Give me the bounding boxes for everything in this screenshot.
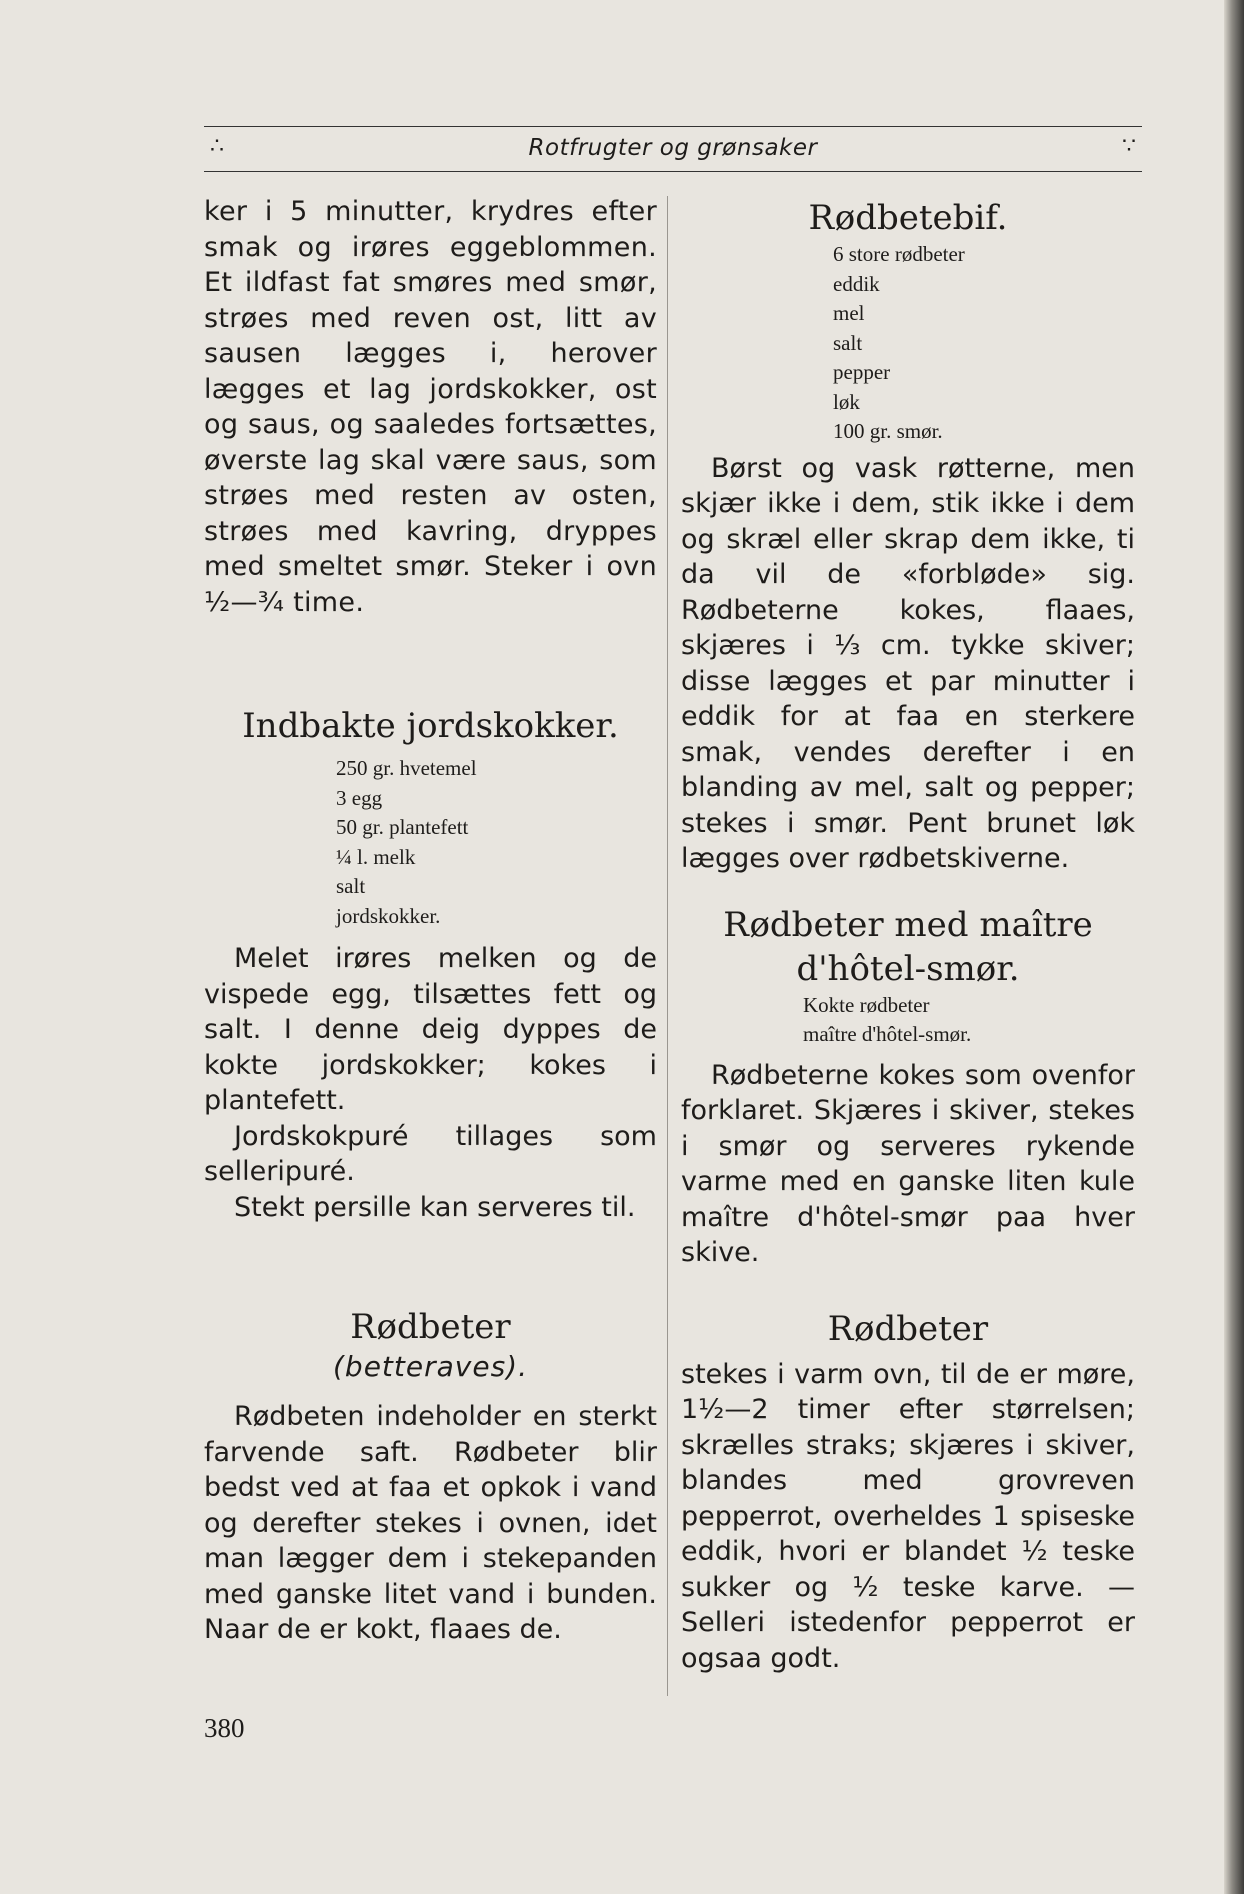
ingredient-item: eddik <box>833 271 880 296</box>
ingredient-item: 6 store rødbeter <box>833 242 965 266</box>
ingredient-item: pepper <box>833 360 891 384</box>
ingredient-item: Kokte rødbeter <box>803 992 930 1017</box>
ingredient-item: 3 egg <box>336 785 383 810</box>
recipe-paragraph: Rødbeten indeholder en sterkt farvende saft. Rødbeter blir bedst ved at faa et opkok i vand og derefter stekes i ovnen, idet man lægger dem i stekepanden med ganske litet vand i bunden. Naar de er kokt, flaaes de. <box>204 1401 657 1645</box>
ingredient-item: mel <box>833 301 865 325</box>
ingredient-item: jordskokker. <box>336 903 441 928</box>
page-edge <box>1224 0 1244 1894</box>
ingredient-item: salt <box>336 874 366 898</box>
recipe-title: Rødbetebif. <box>808 198 1008 238</box>
running-title: Rotfrugter og grønsaker <box>528 135 818 161</box>
ingredient-item: løk <box>833 389 860 414</box>
recipe-paragraph: Stekt persille kan serveres til. <box>234 1191 636 1223</box>
left-column <box>204 194 657 1648</box>
continued-paragraph: ker i 5 minutter, krydres efter smak og irøres eggeblommen. Et ildfast fat smøres med smør, strøes med reven ost, litt av sausen lægges i, herover lægges et lag jordskokker, ost og saus, og saaledes fortsættes, øverste lag skal være saus, som strøes med resten av osten, strøes med kavring, dryppes med smeltet smør. Steker i ovn ½—¾ time. <box>204 196 657 618</box>
recipe-paragraph: Melet irøres melken og de vispede egg, tilsættes fett og salt. I denne deig dyppes de kokte jordskokker; kokes i plantefett. <box>204 943 657 1116</box>
right-column <box>681 194 1135 1676</box>
ingredient-item: 100 gr. smør. <box>833 419 943 443</box>
recipe-paragraph: stekes i varm ovn, til de er møre, 1½—2 timer efter størrelsen; skrælles straks; skjæres i skiver, blandes med grovreven pepperrot, overheldes 1 spiseske eddik, hvori er blandet ½ teske sukker og ½ teske karve. — Selleri istedenfor pepperrot er ogsaa godt. <box>681 1358 1135 1674</box>
ingredient-item: maître d'hôtel-smør. <box>803 1022 972 1046</box>
recipe-title: Rødbeter <box>350 1307 511 1347</box>
ingredient-item: salt <box>833 330 863 355</box>
ingredient-item: 50 gr. plantefett <box>336 815 469 839</box>
ingredient-item: 250 gr. hvetemel <box>336 756 477 780</box>
recipe-paragraph: Børst og vask røtterne, men skjær ikke i dem, stik ikke i dem og skræl eller skrap dem ikke, ti da vil de «forbløde» sig. Rødbeterne kokes, flaaes, skjæres i ⅓ cm. tykke skiver; disse lægges et par minutter i eddik for at faa en sterkere smak, vendes derefter i en blanding av mel, salt og pepper; stekes i smør. Pent brunet løk lægges over rødbetskiverne. <box>681 452 1135 874</box>
recipe-title: d'hôtel-smør. <box>796 948 1020 989</box>
column-divider <box>667 196 668 1696</box>
ornament-icon: ∵ <box>1122 133 1136 158</box>
ingredient-list <box>803 991 1135 1050</box>
recipe-title: Rødbeter med maître <box>723 904 1093 945</box>
recipe-title: Rødbeter <box>827 1308 989 1349</box>
ornament-icon: ∴ <box>210 133 224 158</box>
ingredient-list <box>336 754 657 931</box>
recipe-title: Indbakte jordskokker. <box>242 706 619 746</box>
recipe-subtitle: (betteraves). <box>333 1350 528 1383</box>
ingredient-list <box>833 240 1135 447</box>
recipe-paragraph: Rødbeterne kokes som ovenfor forklaret. Skjæres i skiver, stekes i smør og serveres rykende varme med en ganske liten kule maître d'hôtel-smør paa hver skive. <box>681 1059 1135 1268</box>
recipe-paragraph: Jordskokpuré tillages som selleripuré. <box>204 1120 657 1187</box>
ingredient-item: ¼ l. melk <box>336 844 416 869</box>
page-number: 380 <box>204 1713 245 1743</box>
running-header <box>204 126 1142 172</box>
